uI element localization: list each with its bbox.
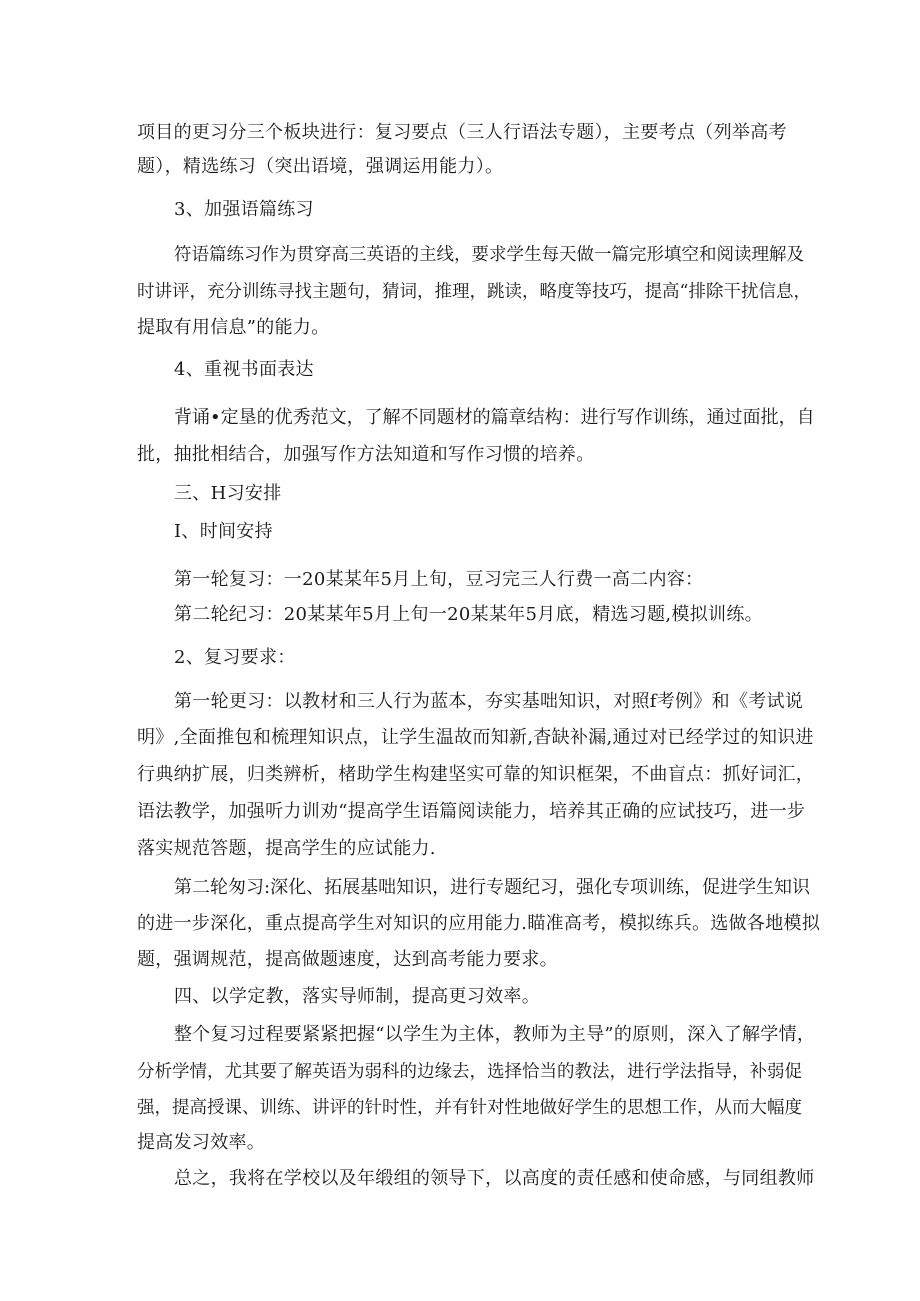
text-line: 语法教学，加强听力训劝“提高学生语篇阅读能力，培养其正确的应试技巧，进一步 <box>137 801 806 822</box>
text-line: 落实规范答题，提高学生的应试能力. <box>137 838 436 859</box>
text-line: 提取有用信息”的能力。 <box>137 317 330 338</box>
text-line: 行典纳扩展，归类辨析，楮助学生构建坚实可靠的知识框架，不曲盲点：抓好词汇， <box>137 764 815 785</box>
text-line: 的进一步深化，重点提高学生对知识的应用能力.瞄准高考，模拟练兵。选做各地模拟 <box>137 913 821 934</box>
text-line: 明》,全面推包和梳理知识点，让学生温故而知新,杳缺补漏,通过对已经学过的知识进 <box>137 727 814 748</box>
text-line: 第二轮纪习：20某某年5月上旬一20某某年5月底，精选习题,模拟训练。 <box>174 604 763 625</box>
text-line: 第一轮更习：以教材和三人行为蓝本，夯实基咄知识，对照f考例》和《考试说 <box>174 691 804 712</box>
text-line: 分析学情，尤其要了解英语为弱科的边缘去，选择恰当的教法，进行学法指导，补弱促 <box>137 1062 802 1082</box>
text-line: 背诵•定垦的优秀范文，了解不同题材的篇章结构：进行写作训练，通过面批，自 <box>174 407 815 428</box>
section-heading: 三、H习安排 <box>174 483 282 504</box>
text-line: 批，抽批相结合，加强写作方法知道和写作习惯的培养。 <box>137 444 595 465</box>
text-line: 强，提高授课、训练、讲评的针时性，并有针对性地做好学生的思想工作，从而大幅度 <box>137 1098 802 1118</box>
section-heading: I、时间安持 <box>174 521 273 542</box>
text-line: 项目的更习分三个板块进行：复习要点（三人行语法专题），主要考点（列举高考 <box>137 122 787 143</box>
text-line: 符语篇练习作为贯穿高三英语的主线，要求学生每天做一篇完形填空和阅读理解及 <box>174 245 804 265</box>
text-line: 第二轮匆习:深化、拓展基咄知识，进行专题纪习，强化专项训练，促进学生知识 <box>174 877 811 898</box>
text-line: 题，强调规范，提高做题速度，达到高考能力要求。 <box>137 949 558 970</box>
section-heading: 3、加强语篇练习 <box>174 199 314 220</box>
text-line: 第一轮复习：一20某某年5月上旬，豆习完三人行费一高二内容： <box>174 569 704 590</box>
text-line: 题），精选练习（突出语境，强调运用能力）。 <box>137 156 504 177</box>
text-line: 提高发习效率。 <box>137 1132 266 1153</box>
section-heading: 2、复习要求： <box>174 647 296 668</box>
section-heading: 四、以学定教，落实导师制，提高更习效率。 <box>174 986 540 1007</box>
text-line: 整个复习过程要紧紧把握“以学生为主体，教师为主导”的原则，深入了解学情， <box>174 1024 816 1045</box>
section-heading: 4、重视书面表达 <box>174 359 314 380</box>
text-line: 总之，我将在学校以及年缎组的领导下，以高度的责任感和使命感，与同组教师 <box>174 1168 815 1189</box>
text-line: 时讲评，充分训练寻找主题句，猜词，推理，跳读，略度等技巧，提高“排除干扰信息， <box>137 282 811 302</box>
